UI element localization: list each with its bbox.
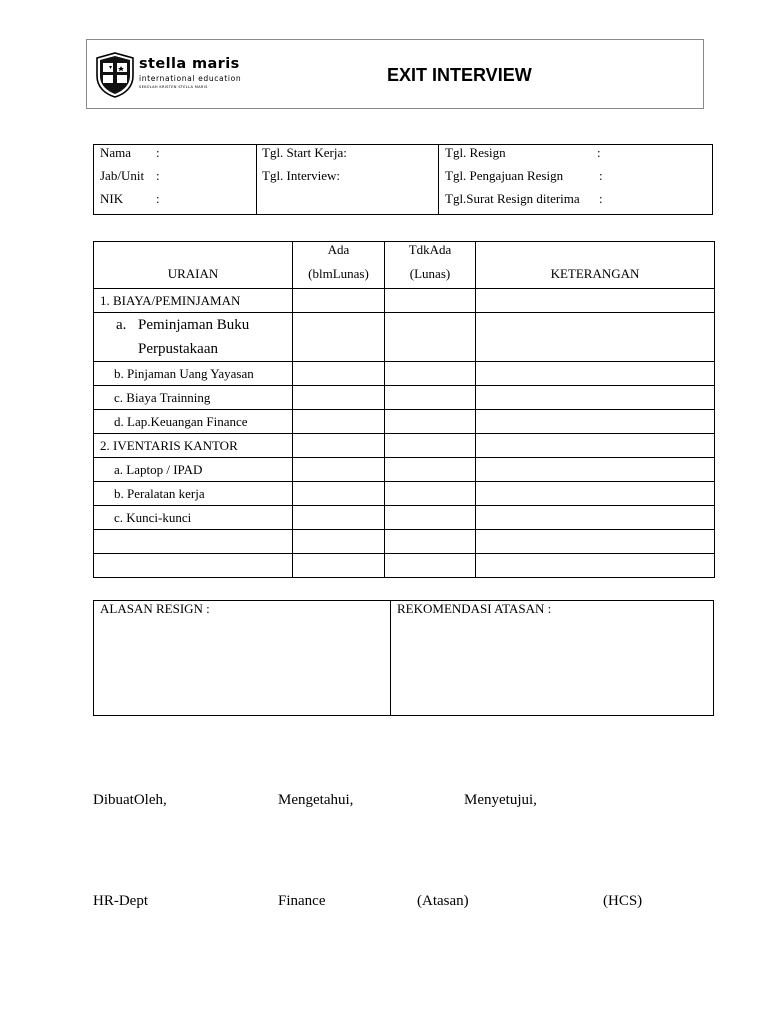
row-label: 1. BIAYA/PEMINJAMAN (94, 289, 293, 313)
signer-finance: Finance (278, 893, 326, 909)
row-label: c. Kunci-kunci (94, 506, 293, 530)
tdk-ada-cell[interactable] (385, 362, 476, 386)
ada-cell[interactable] (293, 410, 385, 434)
ada-cell[interactable] (293, 386, 385, 410)
tgl-resign-label: Tgl. Resign (445, 145, 506, 160)
keterangan-cell[interactable] (476, 554, 715, 578)
tdk-ada-cell[interactable] (385, 554, 476, 578)
ada-cell[interactable] (293, 362, 385, 386)
tdk-ada-cell[interactable] (385, 386, 476, 410)
tdk-ada-cell[interactable] (385, 289, 476, 313)
list-marker: a. (116, 317, 127, 333)
table-row (94, 289, 715, 313)
keterangan-cell[interactable] (476, 289, 715, 313)
keterangan-cell[interactable] (476, 434, 715, 458)
header-ada-blm-lunas: Ada (blmLunas) (293, 242, 385, 289)
clearance-items-table (93, 241, 715, 578)
signer-hcs: (HCS) (603, 893, 643, 909)
employee-info-table (93, 144, 713, 215)
row-label (94, 313, 293, 362)
brand-name: stella maris (139, 56, 240, 72)
table-row (94, 506, 715, 530)
row-label-cell[interactable] (94, 554, 293, 578)
table-row-empty (94, 554, 715, 578)
ada-cell[interactable] (293, 482, 385, 506)
nama-colon: : (156, 145, 160, 160)
jab-unit-label: Jab/Unit (100, 168, 145, 183)
tdk-ada-cell[interactable] (385, 434, 476, 458)
tgl-start-kerja-label: Tgl. Start Kerja: (262, 145, 347, 160)
table-header-row (94, 242, 715, 289)
keterangan-cell[interactable] (476, 313, 715, 362)
reason-recommendation-box (93, 600, 714, 716)
signature-mengetahui: Mengetahui, (278, 792, 354, 808)
row-label: b. Peralatan kerja (94, 482, 293, 506)
tgl-surat-colon: : (599, 191, 603, 206)
table-row (94, 410, 715, 434)
table-row (94, 482, 715, 506)
tdk-ada-cell[interactable] (385, 506, 476, 530)
keterangan-cell[interactable] (476, 482, 715, 506)
header-uraian: URAIAN (94, 242, 293, 289)
keterangan-cell[interactable] (476, 506, 715, 530)
header-keterangan: KETERANGAN (476, 242, 715, 289)
tdk-ada-cell[interactable] (385, 410, 476, 434)
keterangan-cell[interactable] (476, 410, 715, 434)
column-divider (438, 145, 439, 214)
keterangan-cell[interactable] (476, 458, 715, 482)
column-divider (256, 145, 257, 214)
document-header (86, 39, 704, 109)
row-label: a. Laptop / IPAD (94, 458, 293, 482)
tgl-resign-colon: : (597, 145, 601, 160)
row-label-line2: Perpustakaan (138, 341, 218, 357)
tgl-pengajuan-colon: : (599, 168, 603, 183)
tgl-interview-label: Tgl. Interview: (262, 168, 340, 183)
brand-tagline: SEKOLAH KRISTEN STELLA MARIS (139, 85, 208, 89)
keterangan-cell[interactable] (476, 530, 715, 554)
signer-atasan: (Atasan) (417, 893, 469, 909)
alasan-resign-label: ALASAN RESIGN : (100, 601, 210, 616)
header-tdk-ada-lunas: TdkAda (Lunas) (385, 242, 476, 289)
tdk-ada-cell[interactable] (385, 313, 476, 362)
table-row (94, 313, 715, 362)
row-label-line1: Peminjaman Buku (138, 317, 250, 333)
row-label: 2. IVENTARIS KANTOR (94, 434, 293, 458)
tgl-surat-resign-label: Tgl.Surat Resign diterima (445, 191, 580, 206)
nik-label: NIK (100, 191, 124, 206)
nik-colon: : (156, 191, 160, 206)
signature-dibuat-oleh: DibuatOleh, (93, 792, 167, 808)
signature-menyetujui: Menyetujui, (464, 792, 537, 808)
tgl-pengajuan-resign-label: Tgl. Pengajuan Resign (445, 168, 564, 183)
keterangan-cell[interactable] (476, 362, 715, 386)
row-label: b. Pinjaman Uang Yayasan (94, 362, 293, 386)
ada-cell[interactable] (293, 313, 385, 362)
ada-cell[interactable] (293, 530, 385, 554)
table-row (94, 386, 715, 410)
signer-hr-dept: HR-Dept (93, 893, 148, 909)
ada-cell[interactable] (293, 458, 385, 482)
tdk-ada-cell[interactable] (385, 530, 476, 554)
table-row-empty (94, 530, 715, 554)
row-label: d. Lap.Keuangan Finance (94, 410, 293, 434)
table-row (94, 362, 715, 386)
column-divider (390, 601, 391, 715)
tdk-ada-cell[interactable] (385, 458, 476, 482)
page-title: EXIT INTERVIEW (387, 65, 532, 85)
brand-subtitle: international education (139, 74, 242, 83)
nama-label: Nama (100, 145, 132, 160)
jab-unit-colon: : (156, 168, 160, 183)
ada-cell[interactable] (293, 434, 385, 458)
ada-cell[interactable] (293, 289, 385, 313)
row-label: c. Biaya Trainning (94, 386, 293, 410)
table-row (94, 434, 715, 458)
keterangan-cell[interactable] (476, 386, 715, 410)
tdk-ada-cell[interactable] (385, 482, 476, 506)
row-label-cell[interactable] (94, 530, 293, 554)
stella-maris-shield-logo-icon (95, 52, 135, 98)
rekomendasi-atasan-label: REKOMENDASI ATASAN : (397, 601, 552, 616)
ada-cell[interactable] (293, 506, 385, 530)
table-row (94, 458, 715, 482)
ada-cell[interactable] (293, 554, 385, 578)
